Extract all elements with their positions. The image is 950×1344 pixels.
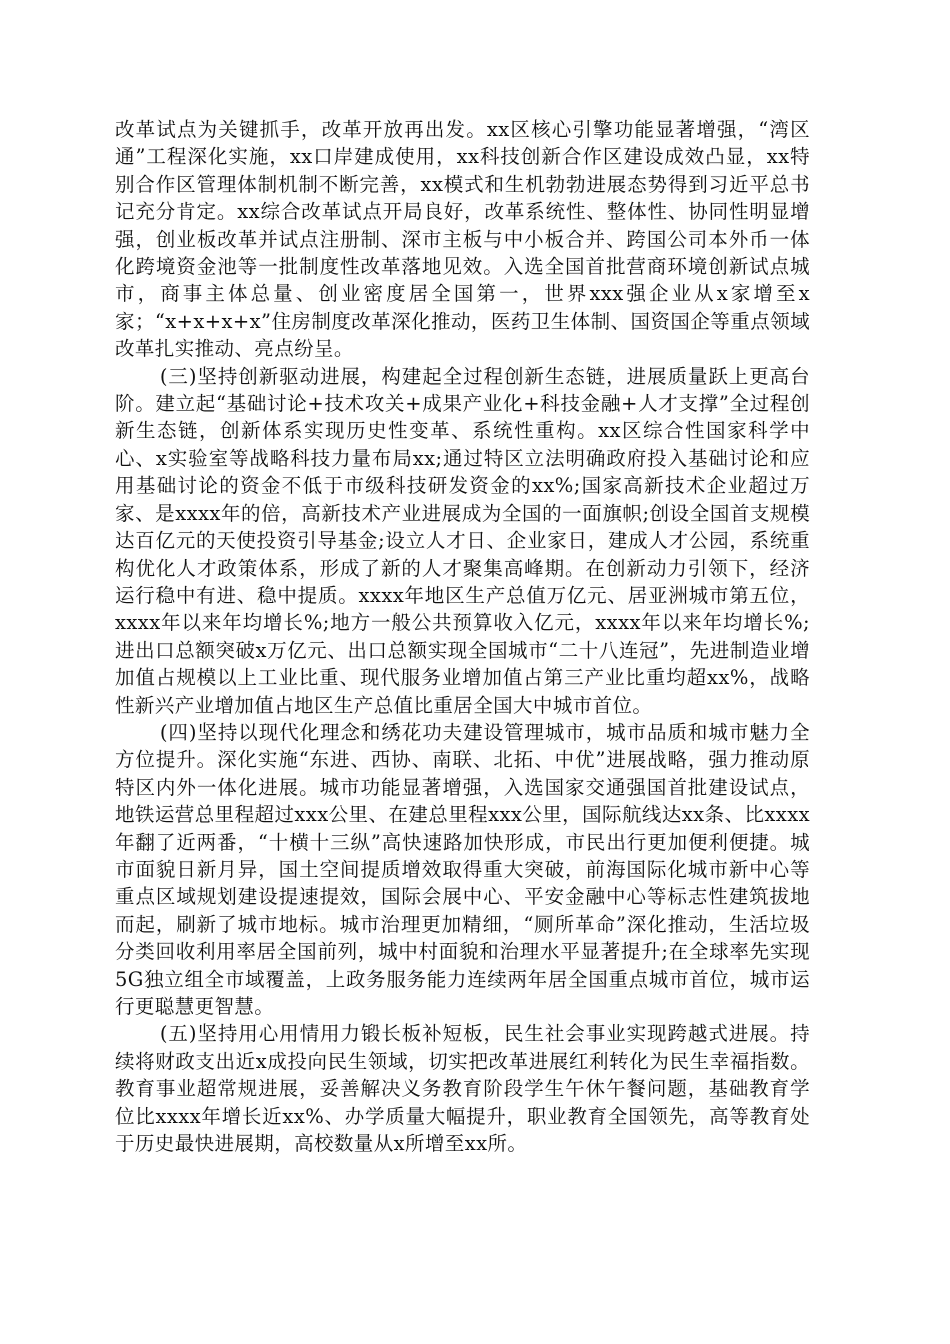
document-page xyxy=(115,116,810,1157)
paragraph-innovation-driven: (三)坚持创新驱动进展，构建起全过程创新生态链，进展质量跃上更高台阶。建立起“基础讨论+技术攻关+成果产业化+科技金融+人才支撑”全过程创新生态链，创新体系实现历史性变革、系统性重构。xx区综合性国家科学中心、x实验室等战略科技力量布局xx;通过特区立法明确政府投入基础讨论和应用基础讨论的资金不低于市级科技研发资金的xx%;国家高新技术企业超过万家、是xxxx年的倍，高新技术产业进展成为全国的一面旗帜;创设全国首支规模达百亿元的天使投资引导基金;设立人才日、企业家日，建成人才公园，系统重构优化人才政策体系，形成了新的人才聚集高峰期。在创新动力引领下，经济运行稳中有进、稳中提质。xxxx年地区生产总值万亿元、居亚洲城市第五位，xxxx年以来年均增长%;地方一般公共预算收入亿元，xxxx年以来年均增长%;进出口总额突破x万亿元、出口总额实现全国城市“二十八连冠”，先进制造业增加值占规模以上工业比重、现代服务业增加值占第三产业比重均超xx%，战略性新兴产业增加值占地区生产总值比重居全国大中城市首位。 xyxy=(115,364,810,717)
paragraph-livelihood: (五)坚持用心用情用力锻长板补短板，民生社会事业实现跨越式进展。持续将财政支出近x成投向民生领域，切实把改革进展红利转化为民生幸福指数。教育事业超常规进展，妥善解决义务教育阶段学生午休午餐问题，基础教育学位比xxxx年增长近xx%、办学质量大幅提升，职业教育全国领先，高等教育处于历史最快进展期，高校数量从x所增至xx所。 xyxy=(115,1022,810,1156)
paragraph-reform-continuation: 改革试点为关键抓手，改革开放再出发。xx区核心引擎功能显著增强，“湾区通”工程深化实施，xx口岸建成使用，xx科技创新合作区建设成效凸显，xx特别合作区管理体制机制不断完善，xx模式和生机勃勃进展态势得到习近平总书记充分肯定。xx综合改革试点开局良好，改革系统性、整体性、协同性明显增强，创业板改革并试点注册制、深市主板与中小板合并、跨国公司本外币一体化跨境资金池等一批制度性改革落地见效。入选全国首批营商环境创新试点城市，商事主体总量、创业密度居全国第一，世界xxx强企业从x家增至x家；“x+x+x+x”住房制度改革深化推动，医药卫生体制、国资国企等重点领域改革扎实推动、亮点纷呈。 xyxy=(115,118,810,361)
paragraph-city-management: (四)坚持以现代化理念和绣花功夫建设管理城市，城市品质和城市魅力全方位提升。深化实施“东进、西协、南联、北拓、中优”进展战略，强力推动原特区内外一体化进展。城市功能显著增强，入选国家交通强国首批建设试点，地铁运营总里程超过xxx公里、在建总里程xxx公里，国际航线达xx条、比xxxx年翻了近两番，“十横十三纵”高快速路加快形成，市民出行更加便利便捷。城市面貌日新月异，国土空间提质增效取得重大突破，前海国际化城市新中心等重点区域规划建设提速提效，国际会展中心、平安金融中心等标志性建筑拔地而起，刷新了城市地标。城市治理更加精细，“厕所革命”深化推动，生活垃圾分类回收利用率居全国前列，城中村面貌和治理水平显著提升;在全球率先实现5G独立组全市域覆盖，上政务服务能力连续两年居全国重点城市首位，城市运行更聪慧更智慧。 xyxy=(115,720,810,1018)
